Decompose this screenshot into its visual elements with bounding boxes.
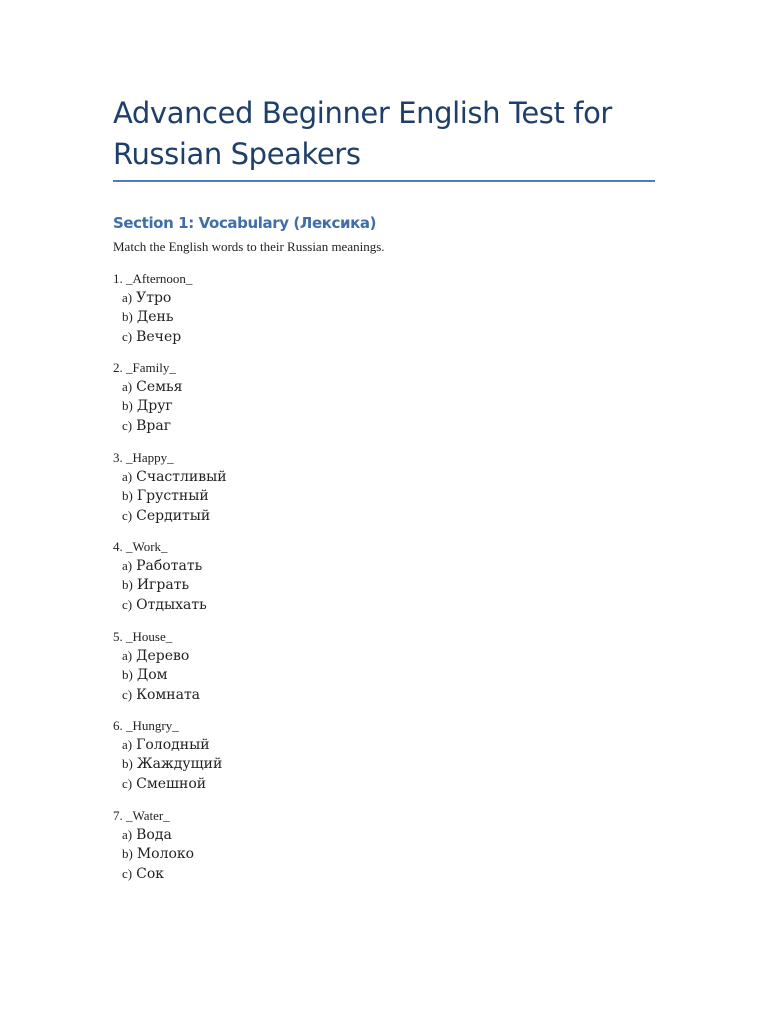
question-word: _Hungry_	[126, 718, 179, 733]
option-a	[113, 735, 513, 754]
option-letter: c)	[122, 328, 133, 344]
option-c	[113, 774, 513, 793]
option-letter: a)	[122, 469, 133, 484]
option-c	[113, 595, 513, 614]
option-b	[113, 486, 513, 505]
option-text: Счастливый	[136, 469, 227, 485]
question-3-options	[113, 467, 513, 525]
question-1-options	[113, 288, 513, 346]
option-a	[113, 377, 513, 396]
option-letter: a)	[122, 558, 133, 573]
option-letter: a)	[122, 648, 133, 663]
question-7	[113, 807, 513, 883]
option-letter: a)	[122, 737, 133, 752]
option-letter: b)	[122, 756, 133, 772]
option-c	[113, 685, 513, 704]
option-letter: b)	[122, 309, 133, 325]
question-2-options	[113, 377, 513, 435]
option-c	[113, 327, 513, 346]
option-b	[113, 575, 513, 594]
question-7-options	[113, 825, 513, 883]
question-word: _Family_	[126, 360, 176, 375]
option-text: Сок	[136, 865, 164, 882]
option-text: Грустный	[136, 488, 209, 505]
option-a	[113, 646, 513, 665]
question-number: 4.	[113, 539, 123, 554]
question-word: _Afternoon_	[126, 271, 193, 286]
option-text: Молоко	[136, 846, 195, 863]
option-b	[113, 665, 513, 684]
option-letter: b)	[122, 667, 133, 683]
question-1	[113, 270, 513, 346]
option-letter: b)	[122, 488, 133, 504]
question-4	[113, 538, 513, 614]
option-text: Семья	[136, 379, 183, 395]
question-5-options	[113, 646, 513, 704]
option-text: День	[136, 309, 174, 326]
option-text: Играть	[136, 577, 190, 594]
option-b	[113, 396, 513, 415]
question-number: 7.	[113, 808, 123, 823]
section-1-instructions: Match the English words to their Russian meanings.	[113, 239, 385, 254]
question-number: 6.	[113, 718, 123, 733]
option-letter: a)	[122, 827, 133, 842]
option-letter: c)	[122, 417, 133, 433]
question-7-prompt	[113, 807, 513, 825]
question-word: _Work_	[126, 539, 168, 554]
question-6-options	[113, 735, 513, 793]
option-letter: a)	[122, 379, 133, 394]
option-text: Сердитый	[136, 507, 211, 524]
question-6	[113, 717, 513, 793]
title-underline-rule	[113, 180, 655, 182]
option-b	[113, 844, 513, 863]
question-word: _Happy_	[126, 450, 174, 465]
option-text: Работать	[136, 558, 203, 574]
option-c	[113, 506, 513, 525]
question-number: 1.	[113, 271, 123, 286]
option-text: Вечер	[136, 328, 182, 345]
option-a	[113, 825, 513, 844]
question-number: 3.	[113, 450, 123, 465]
question-1-prompt	[113, 270, 513, 288]
question-3	[113, 449, 513, 525]
option-b	[113, 307, 513, 326]
section-1-heading: Section 1: Vocabulary (Лексика)	[113, 214, 377, 232]
option-text: Голодный	[136, 737, 210, 753]
option-letter: c)	[122, 596, 133, 612]
question-word: _Water_	[126, 808, 170, 823]
option-letter: c)	[122, 507, 133, 523]
option-text: Дерево	[136, 648, 190, 664]
option-letter: c)	[122, 865, 133, 881]
option-text: Дом	[136, 667, 168, 684]
question-4-options	[113, 556, 513, 614]
document-title: Advanced Beginner English Test for Russian Speakers	[113, 96, 612, 171]
question-5	[113, 628, 513, 704]
question-4-prompt	[113, 538, 513, 556]
option-text: Отдыхать	[136, 596, 207, 613]
question-5-prompt	[113, 628, 513, 646]
option-a	[113, 556, 513, 575]
question-2-prompt	[113, 359, 513, 377]
option-text: Вода	[136, 827, 172, 843]
option-text: Комната	[136, 686, 201, 703]
option-text: Смешной	[136, 775, 207, 792]
option-letter: b)	[122, 398, 133, 414]
question-number: 2.	[113, 360, 123, 375]
option-text: Утро	[136, 290, 172, 306]
option-letter: c)	[122, 686, 133, 702]
option-letter: b)	[122, 846, 133, 862]
option-text: Друг	[136, 398, 173, 415]
option-a	[113, 288, 513, 307]
question-number: 5.	[113, 629, 123, 644]
question-2	[113, 359, 513, 435]
question-6-prompt	[113, 717, 513, 735]
option-c	[113, 416, 513, 435]
option-text: Жаждущий	[136, 756, 223, 773]
question-3-prompt	[113, 449, 513, 467]
option-b	[113, 754, 513, 773]
question-word: _House_	[126, 629, 173, 644]
option-text: Враг	[136, 417, 172, 434]
option-a	[113, 467, 513, 486]
option-c	[113, 864, 513, 883]
option-letter: a)	[122, 290, 133, 305]
option-letter: c)	[122, 775, 133, 791]
option-letter: b)	[122, 577, 133, 593]
